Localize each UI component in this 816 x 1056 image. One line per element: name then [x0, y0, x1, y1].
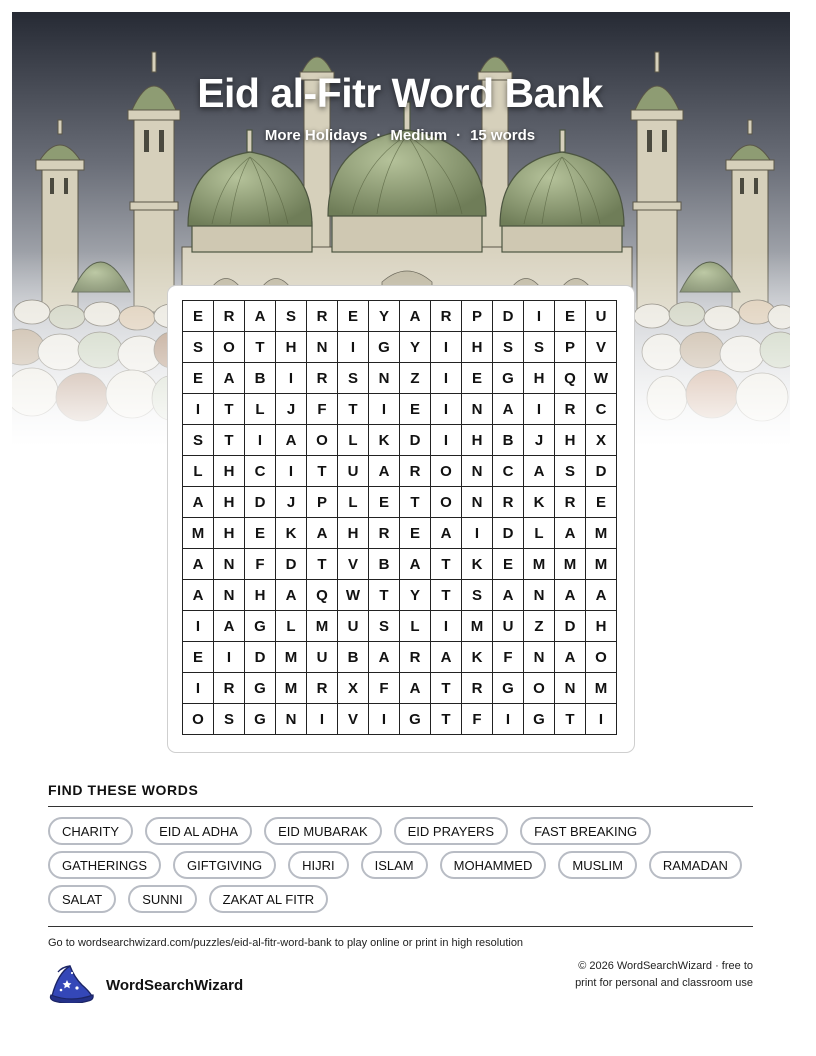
grid-cell[interactable]: I	[524, 301, 555, 332]
grid-cell[interactable]: R	[307, 363, 338, 394]
grid-cell[interactable]: F	[462, 704, 493, 735]
grid-cell[interactable]: A	[555, 642, 586, 673]
grid-cell[interactable]: S	[214, 704, 245, 735]
grid-cell[interactable]: T	[400, 487, 431, 518]
grid-cell[interactable]: A	[400, 673, 431, 704]
word-chip: EID MUBARAK	[264, 817, 382, 845]
grid-cell[interactable]: T	[431, 673, 462, 704]
grid-cell[interactable]: A	[276, 425, 307, 456]
grid-cell[interactable]: B	[493, 425, 524, 456]
grid-cell[interactable]: M	[183, 518, 214, 549]
grid-cell[interactable]: A	[555, 518, 586, 549]
grid-cell[interactable]: L	[338, 425, 369, 456]
grid-cell[interactable]: R	[555, 487, 586, 518]
grid-cell[interactable]: G	[245, 704, 276, 735]
grid-cell[interactable]: D	[245, 487, 276, 518]
footer-divider	[48, 926, 753, 927]
grid-cell[interactable]: H	[338, 518, 369, 549]
separator-dot: ·	[456, 127, 462, 144]
grid-cell[interactable]: F	[493, 642, 524, 673]
grid-cell[interactable]: A	[493, 394, 524, 425]
grid-cell[interactable]: G	[245, 611, 276, 642]
grid-cell[interactable]: I	[276, 456, 307, 487]
grid-cell[interactable]: S	[524, 332, 555, 363]
grid-cell[interactable]: I	[183, 611, 214, 642]
grid-cell[interactable]: L	[183, 456, 214, 487]
page-title: Eid al-Fitr Word Bank	[197, 70, 603, 116]
grid-cell[interactable]: E	[555, 301, 586, 332]
grid-cell[interactable]: H	[586, 611, 617, 642]
grid-cell[interactable]: N	[462, 456, 493, 487]
grid-cell[interactable]: H	[276, 332, 307, 363]
grid-cell[interactable]: M	[586, 673, 617, 704]
grid-cell[interactable]: A	[431, 642, 462, 673]
grid-cell[interactable]: A	[183, 487, 214, 518]
grid-cell[interactable]: A	[276, 580, 307, 611]
grid-cell[interactable]: T	[431, 580, 462, 611]
grid-cell[interactable]: I	[214, 642, 245, 673]
grid-cell[interactable]: Y	[369, 301, 400, 332]
category-label: More Holidays	[264, 127, 368, 144]
grid-cell[interactable]: H	[214, 456, 245, 487]
grid-cell[interactable]: G	[524, 704, 555, 735]
grid-cell[interactable]: O	[431, 487, 462, 518]
grid-cell[interactable]: E	[462, 363, 493, 394]
grid-cell[interactable]: M	[555, 549, 586, 580]
grid-cell[interactable]: E	[493, 549, 524, 580]
grid-cell[interactable]: T	[338, 394, 369, 425]
grid-cell[interactable]: C	[245, 456, 276, 487]
grid-cell[interactable]: A	[369, 456, 400, 487]
grid-cell[interactable]: A	[369, 642, 400, 673]
word-chip: ZAKAT AL FITR	[209, 885, 329, 913]
grid-cell[interactable]: A	[245, 301, 276, 332]
grid-cell[interactable]: E	[586, 487, 617, 518]
grid-cell[interactable]: L	[524, 518, 555, 549]
word-chip: SALAT	[48, 885, 116, 913]
grid-cell[interactable]: A	[183, 580, 214, 611]
grid-cell[interactable]: S	[338, 363, 369, 394]
grid-cell[interactable]: I	[586, 704, 617, 735]
grid-cell[interactable]: N	[555, 673, 586, 704]
grid-cell[interactable]: H	[524, 363, 555, 394]
grid-cell[interactable]: R	[307, 673, 338, 704]
grid-cell[interactable]: T	[307, 456, 338, 487]
grid-cell[interactable]: E	[183, 642, 214, 673]
word-chip: RAMADAN	[649, 851, 742, 879]
grid-cell[interactable]: T	[214, 394, 245, 425]
grid-cell[interactable]: U	[338, 456, 369, 487]
grid-cell[interactable]: E	[183, 363, 214, 394]
grid-cell[interactable]: N	[524, 580, 555, 611]
grid-cell[interactable]: O	[307, 425, 338, 456]
grid-cell[interactable]: H	[462, 425, 493, 456]
grid-cell[interactable]: G	[493, 363, 524, 394]
grid-cell[interactable]: R	[400, 642, 431, 673]
grid-cell[interactable]: U	[586, 301, 617, 332]
grid-cell[interactable]: A	[524, 456, 555, 487]
grid-cell[interactable]: A	[183, 549, 214, 580]
grid-cell[interactable]: N	[462, 394, 493, 425]
puzzle-card	[167, 285, 635, 753]
grid-cell[interactable]: P	[307, 487, 338, 518]
grid-cell[interactable]: D	[555, 611, 586, 642]
grid-cell[interactable]: T	[245, 332, 276, 363]
title-block	[0, 70, 800, 144]
grid-cell[interactable]: R	[555, 394, 586, 425]
grid-cell[interactable]: S	[183, 425, 214, 456]
grid-cell[interactable]: S	[462, 580, 493, 611]
grid-cell[interactable]: I	[431, 425, 462, 456]
grid-cell[interactable]: H	[245, 580, 276, 611]
word-bank-heading: FIND THESE WORDS	[48, 782, 753, 807]
grid-cell[interactable]: S	[555, 456, 586, 487]
footer-url-text: Go to wordsearchwizard.com/puzzles/eid-al-fitr-word-bank to play online or print in high resolution	[48, 937, 524, 949]
grid-cell[interactable]: R	[307, 301, 338, 332]
grid-cell[interactable]: G	[245, 673, 276, 704]
grid-cell[interactable]: V	[586, 332, 617, 363]
grid-cell[interactable]: S	[369, 611, 400, 642]
grid-cell[interactable]: W	[338, 580, 369, 611]
grid-cell[interactable]: E	[183, 301, 214, 332]
grid-cell[interactable]: A	[431, 518, 462, 549]
grid-cell[interactable]: S	[276, 301, 307, 332]
word-chip: GATHERINGS	[48, 851, 161, 879]
grid-cell[interactable]: U	[307, 642, 338, 673]
grid-cell[interactable]: T	[431, 704, 462, 735]
grid-cell[interactable]: R	[462, 673, 493, 704]
grid-cell[interactable]: Q	[555, 363, 586, 394]
grid-cell[interactable]: I	[431, 394, 462, 425]
grid-cell[interactable]: J	[524, 425, 555, 456]
grid-cell[interactable]: V	[338, 704, 369, 735]
grid-cell[interactable]: K	[369, 425, 400, 456]
grid-cell[interactable]: N	[462, 487, 493, 518]
grid-cell[interactable]: R	[493, 487, 524, 518]
grid-cell[interactable]: N	[307, 332, 338, 363]
grid-cell[interactable]: A	[307, 518, 338, 549]
puzzle-meta	[0, 127, 800, 144]
grid-cell[interactable]: A	[214, 611, 245, 642]
grid-cell[interactable]: G	[400, 704, 431, 735]
grid-cell[interactable]: T	[555, 704, 586, 735]
word-list	[48, 817, 753, 913]
grid-cell[interactable]: J	[276, 394, 307, 425]
grid-cell[interactable]: T	[307, 549, 338, 580]
grid-cell[interactable]: E	[369, 487, 400, 518]
grid-cell[interactable]: D	[400, 425, 431, 456]
grid-cell[interactable]: M	[307, 611, 338, 642]
grid-cell[interactable]: R	[431, 301, 462, 332]
grid-cell[interactable]: E	[400, 394, 431, 425]
grid-cell[interactable]: G	[369, 332, 400, 363]
grid-cell[interactable]: D	[493, 301, 524, 332]
grid-cell[interactable]: S	[183, 332, 214, 363]
word-chip: CHARITY	[48, 817, 133, 845]
grid-cell[interactable]: P	[555, 332, 586, 363]
grid-cell[interactable]: W	[586, 363, 617, 394]
word-bank	[48, 782, 753, 913]
grid-cell[interactable]: M	[524, 549, 555, 580]
grid-cell[interactable]: R	[214, 301, 245, 332]
grid-cell[interactable]: H	[214, 487, 245, 518]
grid-cell[interactable]: A	[555, 580, 586, 611]
grid-cell[interactable]: A	[400, 301, 431, 332]
brand[interactable]	[48, 963, 243, 1008]
grid-cell[interactable]: F	[369, 673, 400, 704]
grid-cell[interactable]: M	[276, 642, 307, 673]
grid-cell[interactable]: H	[214, 518, 245, 549]
grid-cell[interactable]: R	[214, 673, 245, 704]
grid-cell[interactable]: K	[276, 518, 307, 549]
word-chip: EID PRAYERS	[394, 817, 508, 845]
grid-cell[interactable]: B	[369, 549, 400, 580]
grid-cell[interactable]: N	[369, 363, 400, 394]
copyright-text: © 2026 WordSearchWizard · free to print for personal and classroom use	[575, 960, 753, 989]
letter-grid	[182, 300, 617, 735]
grid-cell[interactable]: O	[431, 456, 462, 487]
grid-cell[interactable]: L	[338, 487, 369, 518]
grid-cell[interactable]: J	[276, 487, 307, 518]
word-chip: FAST BREAKING	[520, 817, 651, 845]
grid-cell[interactable]: M	[586, 549, 617, 580]
grid-cell[interactable]: T	[431, 549, 462, 580]
word-chip: HIJRI	[288, 851, 349, 879]
grid-cell[interactable]: Q	[307, 580, 338, 611]
word-chip: GIFTGIVING	[173, 851, 276, 879]
grid-cell[interactable]: B	[338, 642, 369, 673]
word-chip: EID AL ADHA	[145, 817, 252, 845]
grid-cell[interactable]: P	[462, 301, 493, 332]
grid-cell[interactable]: N	[214, 549, 245, 580]
grid-cell[interactable]: I	[183, 673, 214, 704]
word-count-label: 15 words	[470, 127, 536, 144]
grid-cell[interactable]: O	[586, 642, 617, 673]
grid-cell[interactable]: O	[183, 704, 214, 735]
grid-cell[interactable]: I	[307, 704, 338, 735]
grid-cell[interactable]: G	[493, 673, 524, 704]
grid-cell[interactable]: T	[369, 580, 400, 611]
grid-cell[interactable]: C	[493, 456, 524, 487]
grid-cell[interactable]: T	[214, 425, 245, 456]
grid-cell[interactable]: V	[338, 549, 369, 580]
wizard-hat-icon	[48, 963, 94, 1008]
difficulty-label: Medium	[390, 127, 448, 144]
grid-cell[interactable]: E	[245, 518, 276, 549]
grid-cell[interactable]: I	[369, 394, 400, 425]
grid-cell[interactable]: U	[338, 611, 369, 642]
grid-cell[interactable]: I	[245, 425, 276, 456]
grid-cell[interactable]: I	[493, 704, 524, 735]
brand-name: WordSearchWizard	[106, 977, 244, 994]
word-chip: MOHAMMED	[440, 851, 547, 879]
grid-cell[interactable]: A	[400, 549, 431, 580]
grid-cell[interactable]: H	[462, 332, 493, 363]
grid-cell[interactable]: X	[338, 673, 369, 704]
grid-cell[interactable]: Z	[524, 611, 555, 642]
grid-cell[interactable]: K	[524, 487, 555, 518]
grid-cell[interactable]: I	[524, 394, 555, 425]
grid-cell[interactable]: A	[214, 363, 245, 394]
grid-cell[interactable]: I	[183, 394, 214, 425]
word-chip: SUNNI	[128, 885, 196, 913]
grid-cell[interactable]: H	[555, 425, 586, 456]
grid-cell[interactable]: I	[431, 363, 462, 394]
grid-cell[interactable]: E	[338, 301, 369, 332]
grid-cell[interactable]: M	[276, 673, 307, 704]
grid-cell[interactable]: M	[586, 518, 617, 549]
grid-cell[interactable]: D	[245, 642, 276, 673]
grid-cell[interactable]: E	[400, 518, 431, 549]
grid-cell[interactable]: C	[586, 394, 617, 425]
grid-cell[interactable]: M	[462, 611, 493, 642]
grid-cell[interactable]: I	[462, 518, 493, 549]
grid-cell[interactable]: I	[431, 332, 462, 363]
grid-cell[interactable]: Y	[400, 332, 431, 363]
grid-cell[interactable]: L	[276, 611, 307, 642]
grid-cell[interactable]: N	[524, 642, 555, 673]
grid-cell[interactable]: R	[369, 518, 400, 549]
word-chip: MUSLIM	[558, 851, 637, 879]
separator-dot: ·	[376, 127, 382, 144]
grid-cell[interactable]: R	[400, 456, 431, 487]
grid-cell[interactable]: I	[276, 363, 307, 394]
grid-cell[interactable]: X	[586, 425, 617, 456]
grid-cell[interactable]: K	[462, 642, 493, 673]
grid-cell[interactable]: Z	[400, 363, 431, 394]
grid-cell[interactable]: L	[245, 394, 276, 425]
grid-cell[interactable]: U	[493, 611, 524, 642]
grid-cell[interactable]: N	[214, 580, 245, 611]
grid-cell[interactable]: D	[276, 549, 307, 580]
grid-cell[interactable]: A	[586, 580, 617, 611]
grid-cell[interactable]: D	[586, 456, 617, 487]
grid-cell[interactable]: I	[338, 332, 369, 363]
grid-cell[interactable]: K	[462, 549, 493, 580]
grid-cell[interactable]: O	[214, 332, 245, 363]
grid-cell[interactable]: A	[493, 580, 524, 611]
grid-cell[interactable]: L	[400, 611, 431, 642]
grid-cell[interactable]: D	[493, 518, 524, 549]
grid-cell[interactable]: Y	[400, 580, 431, 611]
grid-cell[interactable]: N	[276, 704, 307, 735]
grid-cell[interactable]: F	[307, 394, 338, 425]
grid-cell[interactable]: F	[245, 549, 276, 580]
grid-cell[interactable]: S	[493, 332, 524, 363]
word-chip: ISLAM	[361, 851, 428, 879]
grid-cell[interactable]: I	[369, 704, 400, 735]
grid-cell[interactable]: B	[245, 363, 276, 394]
grid-cell[interactable]: I	[431, 611, 462, 642]
grid-cell[interactable]: O	[524, 673, 555, 704]
